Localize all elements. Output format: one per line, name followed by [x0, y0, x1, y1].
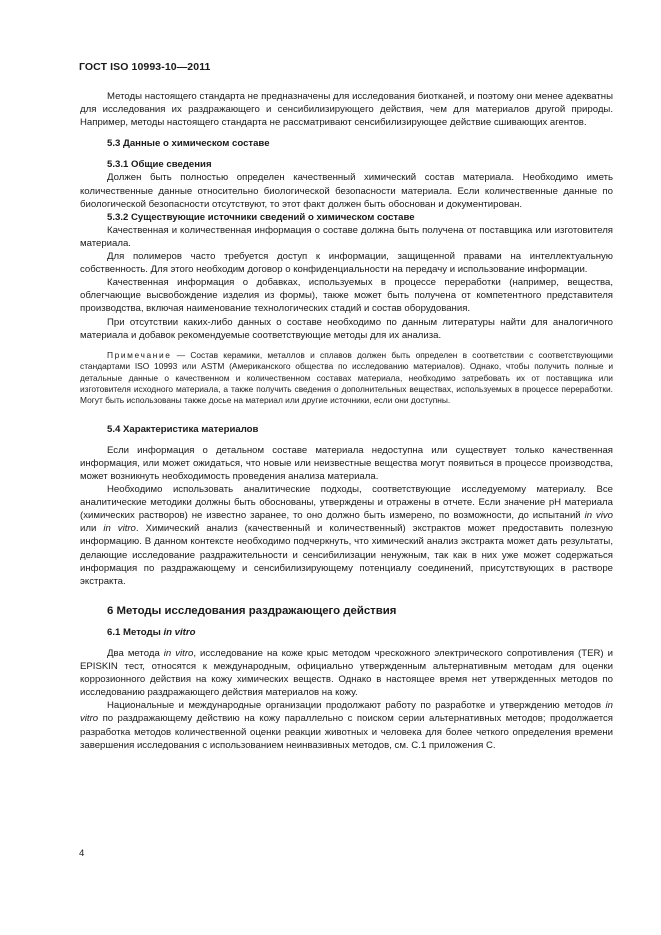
paragraph-6-1-b: Национальные и международные организации продолжают работу по разработке и утверждению методов in vitro по раздражающему действию на кожу параллельно с поиском серии альтернативных методов; продолжается разработка методов количественной оценки реакции животных и человека для более четкого определения времени завершения исследования с использованием неинвазивных методов, см. С.1 приложения С. — [80, 700, 613, 751]
note-label: Примечание — [107, 349, 172, 360]
paragraph-intro: Методы настоящего стандарта не предназначены для исследования биотканей, и поэтому они менее адекватны для исследования их раздражающего и сенсибилизирующего действия, чем для материалов другой природы. Например, методы настоящего стандарта не рассматривают сенсибилизирующее действие сшивающих агентов. — [80, 91, 613, 129]
paragraph-5-3-2-a: Качественная и количественная информация о составе должна быть получена от поставщика или изготовителя материала. — [80, 224, 613, 249]
section-heading-5-4: 5.4 Характеристика материалов — [107, 423, 259, 435]
page-number: 4 — [79, 848, 85, 859]
paragraph-5-4-b: Необходимо использовать аналитические подходы, соответствующие исследуемому материалу. Все аналитические методики должны быть обоснованы, утверждены и отражены в отчете. Если значение рН материала (химических растворов) не известно заранее, то оно должно быть измерено, по возможности, до испытаний in vivo или in vitro. Химический анализ (качественный и количественный) экстрактов может предоставить полезную информацию. В данном контексте необходимо подчеркнуть, что химический анализ экстракта может дать результаты, делающие исследование раздражительности и сенсибилизации ненужным, так как в них уже может содержаться информация по раздражающему и сенсибилизирующему потенциалу соединений, присутствующих в растворе экстракта. — [80, 484, 613, 587]
paragraph-6-1-a: Два метода in vitro, исследование на коже крыс методом чрескожного электрического сопротивления (TER) и EPISKIN тест, относятся к международным, официально утвержденным альтернативным методам для оценки коррозионного действия на кожу химических веществ. Однако в настоящее время нет утвержденных методов по исследованию раздражающего действия материалов на кожу. — [80, 647, 613, 699]
note-text: — Состав керамики, металлов и сплавов должен быть определен в соответствии с соответствующими стандартами ISO 10993 или ASTM (Американского общества по исследованию материалов). Однако, чтобы получить полные и детальные данные о качественном и количественном составах материала, необходимо затребовать их от поставщика или изготовителя исходного материала, а также получить сведения о дополнительных веществах, используемых в процессе переработки. Могут быть использованы также досье на материал или другие источники, если они доступны. — [80, 349, 613, 406]
paragraph-5-4-a: Если информация о детальном составе материала недоступна или существует только качественная информация, или может ожидаться, что новые или неизвестные вещества могут появиться в процессе производства, может возникнуть необходимость проведения анализа материала. — [80, 444, 613, 482]
paragraph-5-3-2-b: Для полимеров часто требуется доступ к информации, защищенной правами на интеллектуальную собственность. Для этого необходим договор о конфиденциальности на передачу и использование информации. — [80, 251, 613, 276]
section-heading-6-1: 6.1 Методы in vitro — [107, 626, 196, 638]
section-heading-5-3-1: 5.3.1 Общие сведения — [107, 159, 212, 171]
document-header: ГОСТ ISO 10993-10—2011 — [79, 61, 211, 73]
note — [80, 350, 613, 407]
paragraph-5-3-1: Должен быть полностью определен качественный химический состав материала. Необходимо иметь количественные данные относительно биологической безопасности материала. Если количественные данные по биологической безопасности отсутствуют, то этот факт должен быть обоснован и документирован. — [80, 172, 613, 210]
paragraph-5-3-2-c: Качественная информация о добавках, используемых в процессе переработки (например, вещества, облегчающие высвобождение изделия из формы), также может быть получена от компетентного представителя производства, включая наименование технологических стадий и состав оборудования. — [80, 277, 613, 315]
document-body — [80, 90, 613, 752]
section-heading-5-3: 5.3 Данные о химическом составе — [107, 138, 270, 150]
paragraph-5-3-2-d: При отсутствии каких-либо данных о составе необходимо по данным литературы найти для аналогичного материала и добавок рекомендуемые соответствующие методы для их анализа. — [80, 316, 613, 341]
section-heading-6: 6 Методы исследования раздражающего действия — [107, 604, 397, 617]
section-heading-5-3-2: 5.3.2 Существующие источники сведений о химическом составе — [107, 211, 415, 223]
